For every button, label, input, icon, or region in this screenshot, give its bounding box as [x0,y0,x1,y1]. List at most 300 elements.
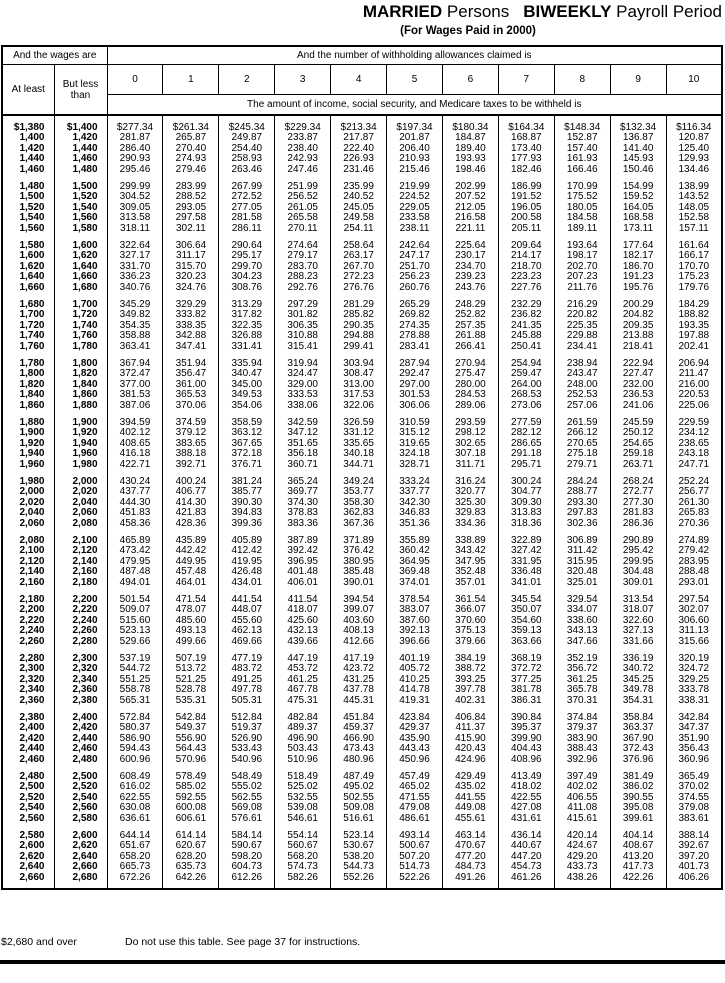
tax-amount-cell-9: 349.78 [610,685,666,696]
tax-amount-cell-0: 349.82 [107,310,163,321]
tax-amount-cell-6: 302.65 [442,439,498,450]
tax-amount-cell-1: 283.99 [163,175,219,192]
wage-but-less-cell: 2,220 [54,605,107,616]
tax-amount-cell-2: 469.66 [219,637,275,648]
tax-amount-cell-2: 612.26 [219,873,275,890]
tax-amount-cell-2: 249.87 [219,133,275,144]
tax-amount-cell-7: 331.95 [498,557,554,568]
tax-amount-cell-8: 234.41 [554,342,610,353]
tax-amount-cell-0: 515.60 [107,616,163,627]
tax-amount-cell-8: 347.66 [554,637,610,648]
tax-amount-cell-2: 533.43 [219,744,275,755]
tax-amount-cell-2: 540.96 [219,755,275,766]
tax-amount-cell-8: 411.08 [554,803,610,814]
tax-amount-cell-8: 374.84 [554,706,610,723]
tax-amount-cell-4: 245.05 [331,203,387,214]
wage-but-less-cell: 2,420 [54,723,107,734]
tax-amount-cell-5: 457.49 [387,765,443,782]
tax-amount-cell-8: 424.67 [554,841,610,852]
tax-amount-cell-9: 318.07 [610,605,666,616]
wage-at-least-cell: 2,000 [2,487,54,498]
tax-amount-cell-1: 297.58 [163,213,219,224]
tax-amount-cell-7: 350.07 [498,605,554,616]
wage-at-least-cell: 2,500 [2,782,54,793]
tax-amount-cell-7: 273.06 [498,401,554,412]
wage-at-least-cell: 1,720 [2,321,54,332]
tax-amount-cell-2: 326.88 [219,331,275,342]
tax-amount-cell-2: 340.47 [219,369,275,380]
tax-amount-cell-4: 367.36 [331,519,387,530]
table-row [2,685,722,696]
tax-amount-cell-3: 261.05 [275,203,331,214]
tax-amount-cell-10: 125.40 [666,144,722,155]
tax-amount-cell-0: 594.43 [107,744,163,755]
tax-amount-cell-9: 390.55 [610,793,666,804]
tax-amount-cell-1: 549.37 [163,723,219,734]
tax-amount-cell-1: 315.70 [163,262,219,273]
tax-amount-cell-9: 299.95 [610,557,666,568]
tax-amount-cell-8: 338.60 [554,616,610,627]
tax-amount-cell-2: 304.23 [219,272,275,283]
wage-at-least-cell: 1,700 [2,310,54,321]
tax-amount-cell-0: 299.99 [107,175,163,192]
tax-amount-cell-1: 333.82 [163,310,219,321]
wage-at-least-cell: 1,900 [2,428,54,439]
tax-amount-cell-7: 304.77 [498,487,554,498]
tax-amount-cell-6: 379.66 [442,637,498,648]
wage-but-less-cell: 2,660 [54,862,107,873]
tax-amount-cell-9: 227.47 [610,369,666,380]
tax-amount-cell-5: $197.34 [387,115,443,133]
tax-amount-cell-1: 499.66 [163,637,219,648]
table-row [2,546,722,557]
tax-amount-cell-10: 297.54 [666,588,722,605]
tax-amount-cell-1: 347.41 [163,342,219,353]
tax-amount-cell-8: 170.99 [554,175,610,192]
tax-amount-cell-9: 295.42 [610,546,666,557]
tax-amount-cell-8: 343.13 [554,626,610,637]
tax-amount-cell-3: 396.95 [275,557,331,568]
wage-but-less-cell: 1,960 [54,449,107,460]
tax-amount-cell-1: 421.83 [163,508,219,519]
tax-amount-cell-5: 310.59 [387,411,443,428]
tax-amount-cell-2: 584.14 [219,824,275,841]
table-row [2,251,722,262]
table-row [2,115,722,133]
tax-amount-cell-2: 441.54 [219,588,275,605]
tax-amount-cell-7: 295.71 [498,460,554,471]
tax-amount-cell-9: 413.20 [610,852,666,863]
tax-amount-cell-10: 243.18 [666,449,722,460]
tax-amount-cell-2: 505.31 [219,696,275,707]
tax-amount-cell-5: 287.94 [387,352,443,369]
tax-amount-cell-10: 193.35 [666,321,722,332]
tax-amount-cell-4: 226.93 [331,154,387,165]
tax-amount-cell-3: 378.83 [275,508,331,519]
tax-amount-cell-3: 582.26 [275,873,331,890]
wage-at-least-cell: 2,480 [2,765,54,782]
table-row [2,567,722,578]
tax-amount-cell-1: 379.12 [163,428,219,439]
tax-amount-cell-1: 288.52 [163,192,219,203]
tax-amount-cell-4: 516.61 [331,814,387,825]
tax-amount-cell-7: 454.73 [498,862,554,873]
table-row [2,352,722,369]
wage-at-least-cell: 1,440 [2,154,54,165]
wage-but-less-cell: 2,540 [54,793,107,804]
table-header [2,46,722,115]
tax-amount-cell-9: 222.94 [610,352,666,369]
tax-amount-cell-7: 186.99 [498,175,554,192]
tax-amount-cell-9: 404.14 [610,824,666,841]
tax-amount-cell-0: 529.66 [107,637,163,648]
tax-amount-cell-2: 299.70 [219,262,275,273]
wage-at-least-cell: 1,920 [2,439,54,450]
wage-but-less-cell: $1,400 [54,115,107,133]
tax-amount-cell-3: 251.99 [275,175,331,192]
tax-amount-cell-7: 322.89 [498,529,554,546]
tax-amount-cell-4: 538.20 [331,852,387,863]
wage-at-least-cell: 2,200 [2,605,54,616]
tax-amount-cell-8: 288.77 [554,487,610,498]
tax-amount-cell-7: 427.08 [498,803,554,814]
tax-amount-cell-1: 513.72 [163,664,219,675]
tax-amount-cell-9: 336.19 [610,647,666,664]
tax-amount-cell-2: 263.46 [219,165,275,176]
tax-amount-cell-7: 354.60 [498,616,554,627]
tax-amount-cell-6: 347.95 [442,557,498,568]
tax-amount-cell-0: 479.95 [107,557,163,568]
allowance-col-9: 9 [610,65,666,95]
tax-amount-cell-1: 485.60 [163,616,219,627]
tax-amount-cell-6: 307.18 [442,449,498,460]
tax-amount-cell-0: 402.12 [107,428,163,439]
table-row [2,664,722,675]
tax-amount-cell-6: 202.99 [442,175,498,192]
tax-amount-cell-10: 406.26 [666,873,722,890]
wage-but-less-cell: 1,500 [54,175,107,192]
bottom-rule [0,960,725,964]
wage-but-less-cell: 1,540 [54,203,107,214]
wage-but-less-cell: 1,620 [54,251,107,262]
tax-amount-cell-3: 496.90 [275,734,331,745]
tax-amount-cell-6: 402.31 [442,696,498,707]
tax-amount-cell-7: 236.82 [498,310,554,321]
tax-amount-cell-6: 230.17 [442,251,498,262]
allowance-col-3: 3 [275,65,331,95]
tax-amount-cell-10: 229.59 [666,411,722,428]
wage-but-less-cell: 2,160 [54,567,107,578]
tax-amount-cell-10: 383.61 [666,814,722,825]
tax-amount-cell-3: 247.46 [275,165,331,176]
tax-amount-cell-10: 388.14 [666,824,722,841]
tax-amount-cell-4: 317.53 [331,390,387,401]
tax-amount-cell-10: 374.55 [666,793,722,804]
allowance-col-7: 7 [498,65,554,95]
wage-but-less-cell: 2,280 [54,637,107,648]
table-row [2,331,722,342]
tax-amount-cell-9: 290.89 [610,529,666,546]
tax-amount-cell-4: 417.19 [331,647,387,664]
tax-amount-cell-3: 546.61 [275,814,331,825]
tax-amount-cell-8: 306.89 [554,529,610,546]
tax-amount-cell-5: 414.78 [387,685,443,696]
tax-amount-cell-7: 223.23 [498,272,554,283]
tax-amount-cell-6: 424.96 [442,755,498,766]
tax-amount-cell-6: 329.83 [442,508,498,519]
tax-amount-cell-8: 383.90 [554,734,610,745]
tax-amount-cell-0: 572.84 [107,706,163,723]
tax-amount-cell-5: 522.26 [387,873,443,890]
wages-over-label: $2,680 and over [1,936,77,948]
tax-amount-cell-0: 416.18 [107,449,163,460]
wage-but-less-cell: 2,140 [54,557,107,568]
tax-amount-cell-1: 642.26 [163,873,219,890]
tax-amount-cell-7: 291.18 [498,449,554,460]
tax-amount-cell-3: 432.13 [275,626,331,637]
tax-amount-cell-3: 310.88 [275,331,331,342]
wage-at-least-cell: 1,660 [2,283,54,294]
tax-amount-cell-8: 184.58 [554,213,610,224]
tax-amount-cell-4: 294.88 [331,331,387,342]
tax-amount-cell-3: 392.42 [275,546,331,557]
wage-at-least-cell: 2,560 [2,814,54,825]
tax-amount-cell-10: 370.02 [666,782,722,793]
tax-amount-cell-9: 236.53 [610,390,666,401]
wage-at-least-cell: 2,640 [2,862,54,873]
wage-at-least-cell: 2,140 [2,567,54,578]
tax-amount-cell-3: 387.89 [275,529,331,546]
tax-amount-cell-2: 434.01 [219,578,275,589]
tax-amount-cell-1: 400.24 [163,470,219,487]
tax-amount-cell-2: 286.11 [219,224,275,235]
tax-amount-cell-2: 419.95 [219,557,275,568]
tax-amount-cell-4: 394.54 [331,588,387,605]
tax-amount-cell-8: 311.42 [554,546,610,557]
wage-at-least-cell: 1,520 [2,203,54,214]
tax-amount-cell-1: 428.36 [163,519,219,530]
tax-amount-cell-9: 272.77 [610,487,666,498]
tax-amount-cell-7: 200.58 [498,213,554,224]
tax-amount-cell-5: 493.14 [387,824,443,841]
tax-amount-cell-7: 277.59 [498,411,554,428]
table-row [2,342,722,353]
tax-amount-cell-4: 263.17 [331,251,387,262]
tax-amount-cell-6: 275.47 [442,369,498,380]
tax-amount-cell-10: 252.24 [666,470,722,487]
tax-amount-cell-3: 482.84 [275,706,331,723]
tax-amount-cell-1: 361.00 [163,380,219,391]
tax-amount-cell-7: 377.25 [498,675,554,686]
tax-amount-cell-7: 205.11 [498,224,554,235]
wage-but-less-cell: 1,840 [54,380,107,391]
tax-amount-cell-3: $229.34 [275,115,331,133]
tax-amount-cell-7: 300.24 [498,470,554,487]
tax-amount-cell-7: 264.00 [498,380,554,391]
tax-amount-cell-8: 275.18 [554,449,610,460]
tax-amount-cell-5: 210.93 [387,154,443,165]
tax-amount-cell-4: 495.02 [331,782,387,793]
tax-amount-cell-1: 442.42 [163,546,219,557]
tax-amount-cell-8: 211.76 [554,283,610,294]
tax-amount-cell-3: 274.64 [275,234,331,251]
tax-amount-cell-5: 479.08 [387,803,443,814]
tax-amount-cell-6: 257.35 [442,321,498,332]
tax-amount-cell-5: 265.29 [387,293,443,310]
tax-amount-cell-0: 367.94 [107,352,163,369]
tax-amount-cell-9: 218.41 [610,342,666,353]
table-row [2,814,722,825]
tax-amount-cell-7: 368.19 [498,647,554,664]
tax-amount-cell-8: 297.83 [554,508,610,519]
wage-at-least-cell: 1,880 [2,411,54,428]
wage-at-least-cell: 2,340 [2,685,54,696]
wage-but-less-cell: 1,820 [54,369,107,380]
tax-amount-cell-0: 336.23 [107,272,163,283]
tax-amount-cell-4: 552.26 [331,873,387,890]
allowances-claimed-header: And the number of withholding allowances claimed is [107,46,722,65]
tax-amount-cell-7: 168.87 [498,133,554,144]
tax-amount-cell-5: 328.71 [387,460,443,471]
tax-amount-cell-10: 256.77 [666,487,722,498]
table-row [2,605,722,616]
tax-amount-cell-5: 256.23 [387,272,443,283]
tax-amount-cell-6: 463.14 [442,824,498,841]
allowance-col-6: 6 [442,65,498,95]
tax-amount-cell-6: 311.71 [442,460,498,471]
table-row [2,519,722,530]
tax-amount-cell-10: 202.41 [666,342,722,353]
tax-amount-cell-7: 214.17 [498,251,554,262]
tax-amount-cell-6: 298.12 [442,428,498,439]
tax-amount-cell-3: 475.31 [275,696,331,707]
tax-amount-cell-9: 313.54 [610,588,666,605]
tax-amount-cell-1: 320.23 [163,272,219,283]
wage-but-less-cell: 1,920 [54,428,107,439]
tax-amount-cell-0: 363.41 [107,342,163,353]
wage-at-least-cell: 1,860 [2,401,54,412]
tax-amount-cell-0: 622.55 [107,793,163,804]
tax-amount-cell-3: 489.37 [275,723,331,734]
tax-amount-cell-5: 233.58 [387,213,443,224]
tax-amount-cell-4: 235.99 [331,175,387,192]
tax-amount-cell-3: 288.23 [275,272,331,283]
tax-amount-cell-2: 598.20 [219,852,275,863]
tax-amount-cell-8: 207.23 [554,272,610,283]
tax-amount-cell-3: 539.08 [275,803,331,814]
tax-amount-cell-5: 278.88 [387,331,443,342]
tax-amount-cell-2: $245.34 [219,115,275,133]
tax-amount-cell-9: 286.36 [610,519,666,530]
tax-amount-cell-6: 397.78 [442,685,498,696]
allowance-col-5: 5 [387,65,443,95]
tax-amount-cell-5: 283.41 [387,342,443,353]
tax-amount-cell-5: 486.61 [387,814,443,825]
wage-at-least-cell: 1,620 [2,262,54,273]
tax-amount-cell-9: 209.35 [610,321,666,332]
tax-amount-cell-9: 395.08 [610,803,666,814]
tax-amount-cell-0: 616.02 [107,782,163,793]
wage-but-less-cell: 1,800 [54,352,107,369]
tax-amount-cell-9: 154.99 [610,175,666,192]
tax-amount-cell-10: 365.49 [666,765,722,782]
tax-amount-cell-7: 431.61 [498,814,554,825]
tax-amount-cell-0: 465.89 [107,529,163,546]
tax-amount-cell-0: 394.59 [107,411,163,428]
tax-amount-cell-4: 399.07 [331,605,387,616]
table-row [2,862,722,873]
tax-amount-cell-3: 265.58 [275,213,331,224]
tax-amount-cell-6: 225.64 [442,234,498,251]
tax-amount-cell-10: 293.01 [666,578,722,589]
table-row [2,428,722,439]
tax-amount-cell-10: 157.11 [666,224,722,235]
table-row [2,411,722,428]
tax-amount-cell-2: 363.12 [219,428,275,439]
tax-amount-cell-9: 268.24 [610,470,666,487]
tax-amount-cell-8: 415.61 [554,814,610,825]
tax-amount-cell-8: 270.65 [554,439,610,450]
tax-amount-cell-1: 356.47 [163,369,219,380]
tax-amount-cell-1: 449.95 [163,557,219,568]
tax-amount-cell-1: 600.08 [163,803,219,814]
wage-at-least-cell: 2,280 [2,647,54,664]
tax-amount-cell-10: 148.05 [666,203,722,214]
wage-but-less-cell: 2,120 [54,546,107,557]
tax-amount-cell-0: 313.58 [107,213,163,224]
tax-amount-cell-9: 200.29 [610,293,666,310]
tax-amount-cell-6: 366.07 [442,605,498,616]
tax-amount-cell-1: 570.96 [163,755,219,766]
wage-but-less-cell: 1,880 [54,401,107,412]
tax-amount-cell-5: 242.64 [387,234,443,251]
tax-amount-cell-0: 309.05 [107,203,163,214]
table-row [2,369,722,380]
wage-at-least-cell: 2,060 [2,519,54,530]
tax-amount-cell-5: 337.77 [387,487,443,498]
table-row [2,841,722,852]
wage-but-less-cell: 2,360 [54,685,107,696]
tax-amount-cell-9: 191.23 [610,272,666,283]
tax-amount-cell-6: 261.88 [442,331,498,342]
tax-amount-cell-3: 283.70 [275,262,331,273]
tax-amount-cell-6: $180.34 [442,115,498,133]
tax-amount-cell-0: 523.13 [107,626,163,637]
tax-amount-cell-6: 370.60 [442,616,498,627]
tax-amount-cell-4: 231.46 [331,165,387,176]
tax-amount-cell-10: 188.82 [666,310,722,321]
wage-but-less-cell: 2,580 [54,814,107,825]
tax-amount-cell-9: 354.31 [610,696,666,707]
table-row [2,390,722,401]
wage-but-less-cell: 2,600 [54,824,107,841]
tax-amount-cell-7: 177.93 [498,154,554,165]
tax-amount-cell-5: 429.37 [387,723,443,734]
table-row [2,508,722,519]
tax-amount-cell-3: 333.53 [275,390,331,401]
tax-amount-cell-6: 325.30 [442,498,498,509]
tax-amount-cell-3: 297.29 [275,293,331,310]
title-biweekly: BIWEEKLY [523,2,612,21]
tax-amount-cell-6: 484.73 [442,862,498,873]
tax-amount-cell-2: 331.41 [219,342,275,353]
tax-amount-cell-6: 406.84 [442,706,498,723]
tax-amount-cell-10: 175.23 [666,272,722,283]
tax-amount-cell-4: 299.41 [331,342,387,353]
tax-amount-cell-0: 387.06 [107,401,163,412]
tax-amount-cell-9: 340.72 [610,664,666,675]
tax-amount-cell-5: 419.31 [387,696,443,707]
